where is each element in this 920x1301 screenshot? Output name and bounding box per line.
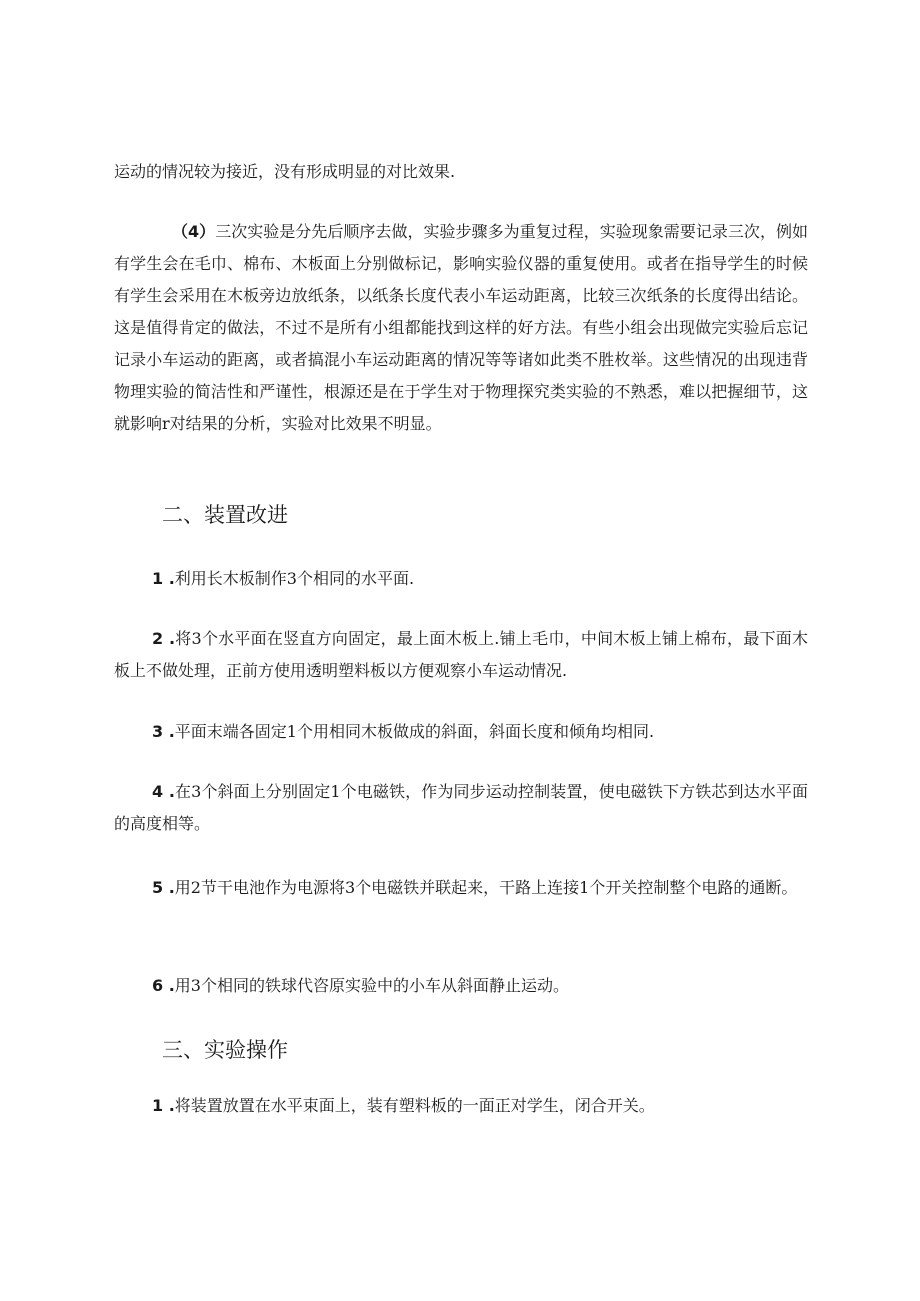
- item-text: 用2节干电池作为电源将3个电磁铁并联起来，干路上连接1个开关控制整个电路的通断。: [174, 878, 798, 897]
- item-number: 2 .: [152, 629, 176, 648]
- item-text: 利用长木板制作3个相同的水平面.: [174, 569, 415, 588]
- list-item: [114, 623, 808, 687]
- item-number: 1 .: [152, 1096, 175, 1115]
- paragraph-number: （4）: [172, 222, 216, 241]
- paragraph-4: [114, 216, 808, 440]
- list-item: [114, 563, 808, 595]
- item-text: 平面末端各固定1个用相同木板做成的斜面，斜面长度和倾角均相同.: [174, 722, 655, 741]
- item-number: 1 .: [152, 569, 175, 588]
- item-text: 用3个相同的铁球代咨原实验中的小车从斜面静止运动。: [174, 976, 569, 995]
- item-number: 3 .: [152, 722, 175, 741]
- item-text: 在3个斜面上分别固定1个电磁铁，作为同步运动控制装置，使电磁铁下方铁芯到达水平面的高度相等。: [114, 782, 808, 833]
- item-number: 4 .: [152, 782, 175, 801]
- list-item: [114, 872, 808, 904]
- paragraph-continuation: [114, 156, 808, 188]
- paragraph-text: 运动的情况较为接近，没有形成明显的对比效果.: [114, 162, 456, 181]
- section-heading-experiment-operation: 三、实验操作: [162, 1038, 288, 1062]
- list-item: [114, 1090, 808, 1122]
- item-number: 6 .: [152, 976, 175, 995]
- item-text: 将装置放置在水平束面上，装有塑料板的一面正对学生，闭合开关。: [174, 1096, 655, 1115]
- item-number: 5 .: [152, 878, 175, 897]
- list-item: [114, 716, 808, 748]
- paragraph-text: 三次实验是分先后顺序去做，实验步骤多为重复过程，实验现象需要记录三次，例如有学生会在毛巾、棉布、木板面上分别做标记，影响实验仪器的重复使用。或者在指导学生的时候有学生会采用在木板旁边放纸条，以纸条长度代表小车运动距离，比较三次纸条的长度得出结论。这是值得肯定的做法，不过不是所有小组都能找到这样的好方法。有些小组会出现做完实验后忘记记录小车运动的距离，或者搞混小车运动距离的情况等等诸如此类不胜枚举。这些情况的出现违背物理实验的简洁性和严谨性，根源还是在于学生对于物理探究类实验的不熟悉，难以把握细节，这就影响r对结果的分析，实验对比效果不明显。: [114, 222, 808, 433]
- item-text: 将3个水平面在竖直方向固定，最上面木板上.铺上毛巾，中间木板上铺上棉布，最下面木板上不做处理，正前方使用透明塑料板以方便观察小车运动情况.: [114, 629, 808, 680]
- section-heading-device-improvement: 二、装置改进: [162, 503, 288, 527]
- list-item: [114, 776, 808, 840]
- list-item: [114, 970, 808, 1002]
